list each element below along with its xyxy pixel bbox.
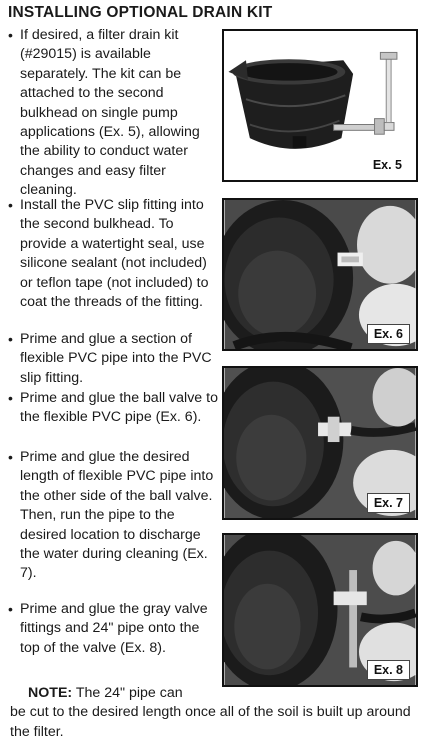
list-item-text: If desired, a filter drain kit (#29015) is available separately. The kit can be attached to the second bulkhead on single pump applications (Ex. 5), allowing the ability to conduct water changes and easy filter cleaning. [20, 27, 200, 199]
figure-ex5 [222, 29, 418, 182]
figure-caption: Ex. 6 [367, 324, 410, 344]
figure-caption: Ex. 7 [367, 493, 410, 513]
list-item-text: Prime and glue the gray valve fittings and 24" pipe onto the top of the valve (Ex. 8). [20, 601, 208, 656]
bullet-dot: • [8, 197, 13, 213]
page-title: INSTALLING OPTIONAL DRAIN KIT [8, 4, 273, 21]
list-item [8, 26, 220, 201]
figure-caption: Ex. 5 [367, 156, 408, 174]
note-line2: be cut to the desired length once all of the soil is built up around the filter. [10, 704, 411, 740]
note-label: NOTE: [28, 685, 73, 701]
figure-caption: Ex. 8 [367, 660, 410, 680]
figure-ex8 [222, 533, 418, 687]
note-line1: The 24" pipe can [72, 685, 183, 701]
bullet-dot: • [8, 449, 13, 465]
list-item [8, 448, 220, 584]
list-item [8, 196, 220, 312]
bullet-dot: • [8, 601, 13, 617]
bullet-dot: • [8, 27, 13, 43]
list-item [8, 600, 220, 658]
bullet-dot: • [8, 331, 13, 347]
list-item [8, 330, 220, 388]
figure-ex6 [222, 198, 418, 351]
figure-ex7 [222, 366, 418, 520]
list-item-text: Prime and glue the desired length of flexible PVC pipe into the other side of the ball valve. Then, run the pipe to the desired location to discharge the water during cleaning (Ex. 7). [20, 449, 214, 582]
list-item-text: Prime and glue the ball valve to the flexible PVC pipe (Ex. 6). [20, 390, 218, 426]
list-item [8, 389, 220, 428]
bullet-dot: • [8, 390, 13, 406]
note-paragraph [10, 684, 418, 742]
list-item-text: Prime and glue a section of flexible PVC pipe into the PVC slip fitting. [20, 331, 212, 386]
list-item-text: Install the PVC slip fitting into the second bulkhead. To provide a watertight seal, use silicone sealant (not included) or teflon tape (not included) to coat the threads of the fitting. [20, 197, 209, 311]
